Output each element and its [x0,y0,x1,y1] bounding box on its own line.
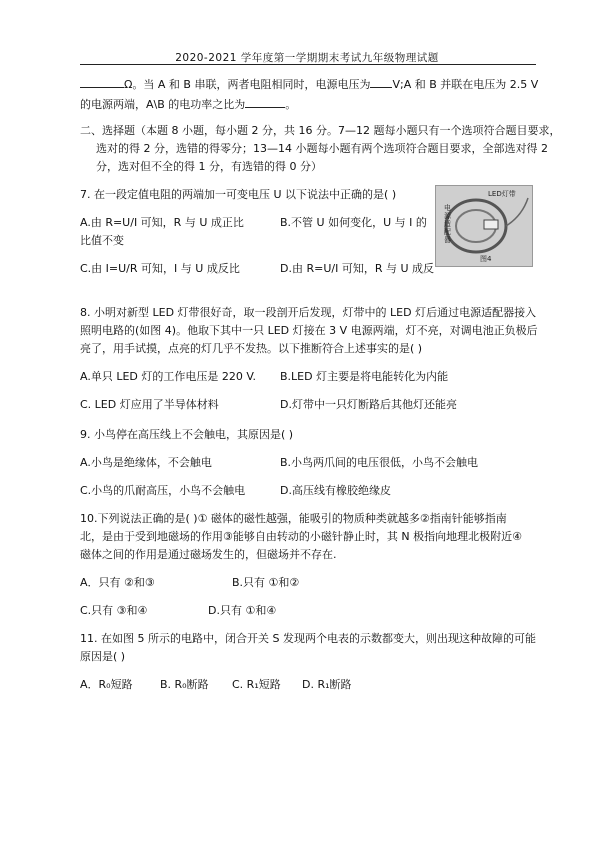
figure-4-label-top: LED灯带 [488,190,516,198]
intro-line-2 [80,96,296,112]
q9-option-a[interactable]: A.小鸟是绝缘体，不会触电 [80,456,212,469]
q11-option-d[interactable]: D. R₁断路 [302,678,352,691]
q10-line-2: 北，是由于受到地磁场的作用③能够自由转动的小磁针静止时，其 N 极指向地理北极附近④ [80,530,522,543]
q7-option-b-cont: 比值不变 [80,234,124,247]
q9-option-d[interactable]: D.高压线有橡胶绝缘皮 [280,484,391,497]
intro-line-1 [80,76,538,92]
intro-line-2-tail: 。 [285,98,297,111]
intro-line-2-text: 的电源两端，A\B 的电功率之比为 [80,98,246,111]
q7-option-a[interactable]: A.由 R=U/I 可知，R 与 U 成正比 [80,216,244,229]
page-header: 2020-2021 学年度第一学期期末考试九年级物理试题 [175,52,439,64]
section2-line-2: 选对的得 2 分，选错的得零分；13—14 小题每小题有两个选项符合题目要求，全部选对得 2 [96,142,548,155]
q7-option-c[interactable]: C.由 I=U/R 可知，I 与 U 成反比 [80,262,240,275]
answer-blank[interactable] [370,76,392,88]
q8-option-b[interactable]: B.LED 灯主要是将电能转化为内能 [280,370,449,383]
q10-option-c[interactable]: C.只有 ③和④ [80,604,148,617]
figure-4-label-side: 电源适配器 [444,204,451,244]
figure-4-caption: 图4 [480,255,492,263]
q7-stem: 7. 在一段定值电阻的两端加一可变电压 U 以下说法中正确的是( ) [80,188,397,201]
q10-line-1: 10.下列说法正确的是( )① 磁体的磁性越强，能吸引的物质种类就越多②指南针能够指南 [80,512,507,525]
q10-option-d[interactable]: D.只有 ①和④ [208,604,277,617]
answer-blank[interactable] [245,96,285,108]
q9-option-b[interactable]: B.小鸟两爪间的电压很低，小鸟不会触电 [280,456,479,469]
q11-option-b[interactable]: B. R₀断路 [160,678,209,691]
intro-line-1-tail: V;A 和 B 并联在电压为 2.5 V [392,78,539,91]
q11-option-c[interactable]: C. R₁短路 [232,678,281,691]
q8-line-3: 亮了，用手试摸，点亮的灯几乎不发热。以下推断符合上述事实的是( ) [80,342,423,355]
q8-option-c[interactable]: C. LED 灯应用了半导体材料 [80,398,219,411]
q8-option-d[interactable]: D.灯带中一只灯断路后其他灯还能亮 [280,398,457,411]
header-rule [80,64,536,65]
q11-line-2: 原因是( ) [80,650,126,663]
section2-line-1: 二、选择题（本题 8 小题，每小题 2 分，共 16 分。7—12 题每小题只有一个选项符合题目要求， [80,124,561,137]
q10-option-a[interactable]: A．只有 ②和③ [80,576,155,589]
q7-option-d[interactable]: D.由 R=U/I 可知，R 与 U 成反 [280,262,435,275]
q10-option-b[interactable]: B.只有 ①和② [232,576,300,589]
q11-line-1: 11. 在如图 5 所示的电路中，闭合开关 S 发现两个电表的示数都变大，则出现这种故障的可能 [80,632,536,645]
q9-stem: 9. 小鸟停在高压线上不会触电，其原因是( ) [80,428,294,441]
q8-line-1: 8. 小明对新型 LED 灯带很好奇，取一段剖开后发现，灯带中的 LED 灯后通过电源适配器接入 [80,306,537,319]
q8-line-2: 照明电路的(如图 4)。他取下其中一只 LED 灯接在 3 V 电源两端，灯不亮，对调电池正负极后 [80,324,538,337]
q8-option-a[interactable]: A.单只 LED 灯的工作电压是 220 V. [80,370,256,383]
q10-line-3: 磁体之间的作用是通过磁场发生的，但磁场并不存在. [80,548,337,561]
intro-line-1-text: Ω。当 A 和 B 串联，两者电阻相同时，电源电压为 [124,78,371,91]
q7-option-b[interactable]: B.不管 U 如何变化，U 与 I 的 [280,216,427,229]
figure-4-photo [435,185,533,267]
section2-line-3: 分，选对但不全的得 1 分，有选错的得 0 分） [96,160,322,173]
answer-blank[interactable] [80,76,124,88]
q9-option-c[interactable]: C.小鸟的爪耐高压，小鸟不会触电 [80,484,246,497]
q11-option-a[interactable]: A．R₀短路 [80,678,133,691]
